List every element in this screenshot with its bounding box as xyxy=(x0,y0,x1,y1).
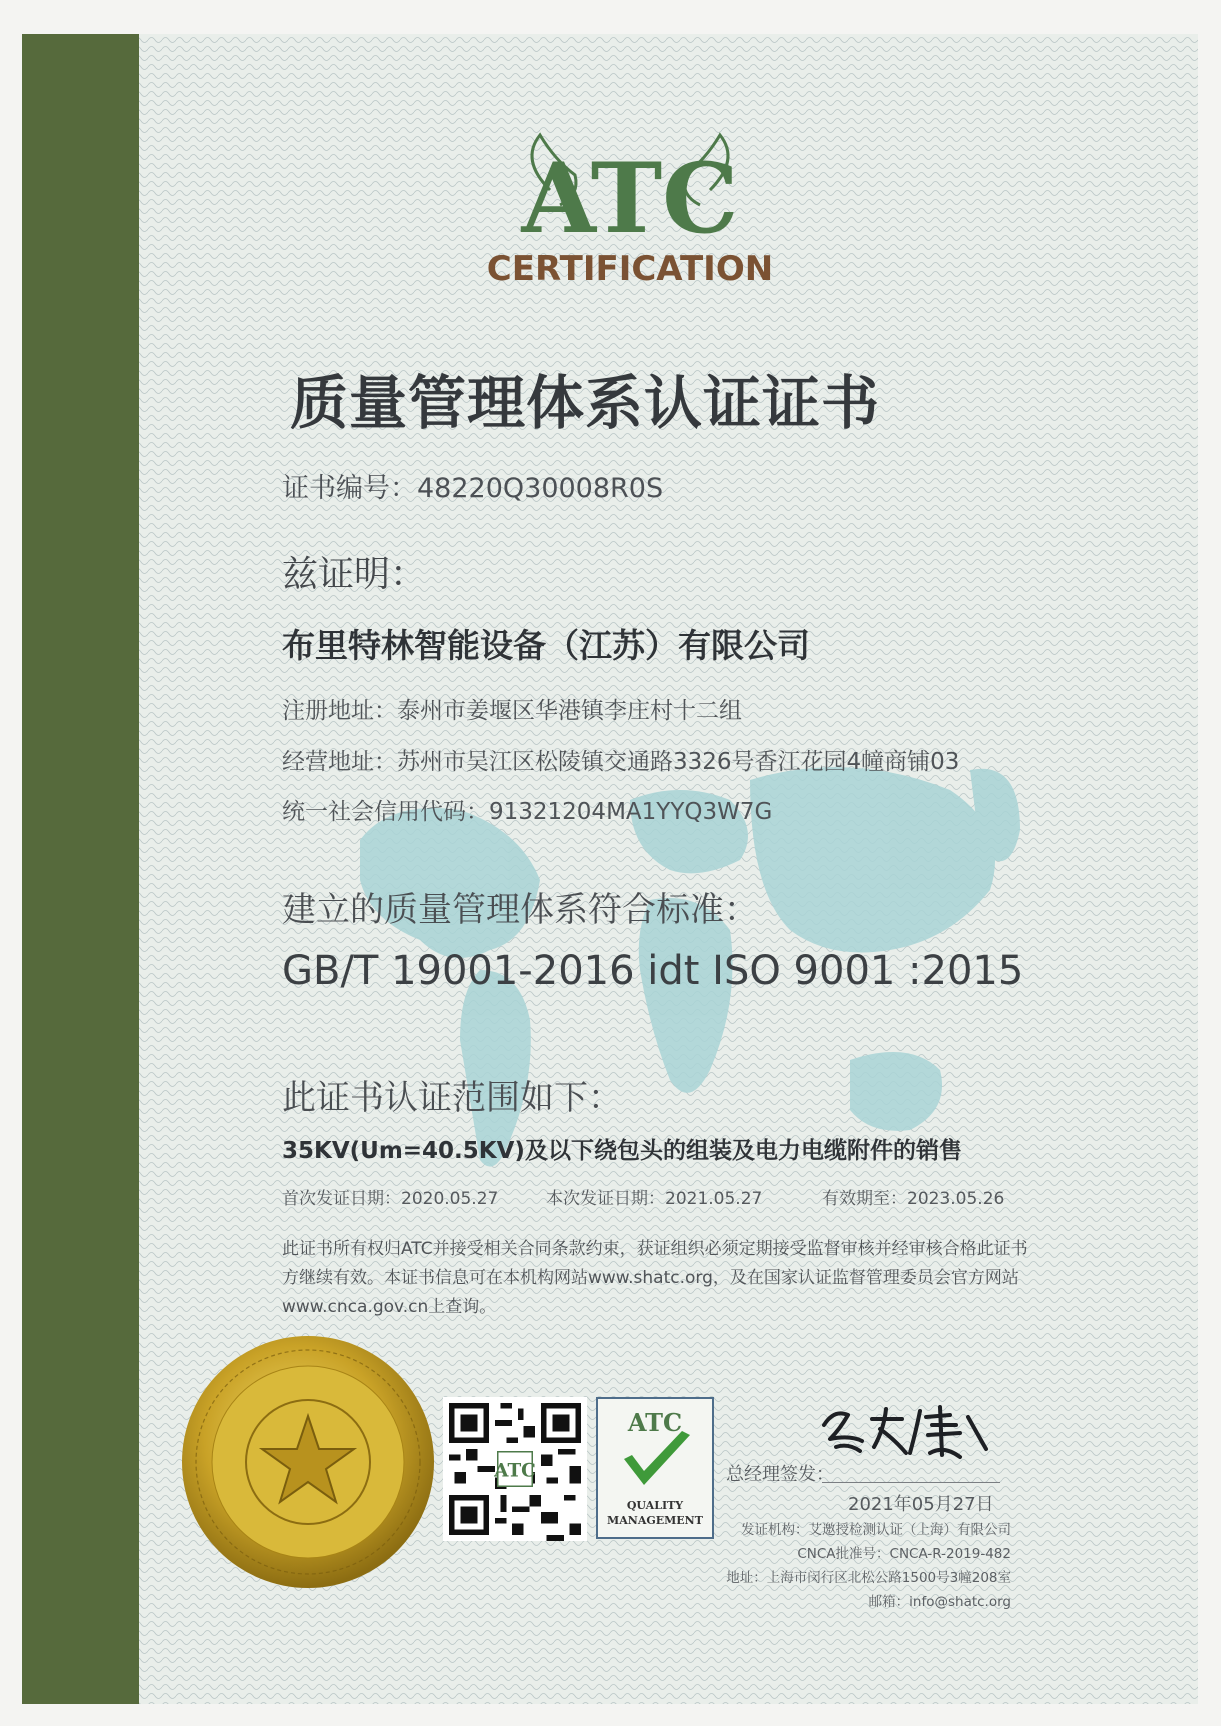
issuer-approval: CNCA批准号：CNCA-R-2019-482 xyxy=(797,1546,1011,1562)
gold-seal-icon xyxy=(178,1332,438,1592)
current-issue-date: 本次发证日期：2021.05.27 xyxy=(546,1189,763,1209)
signature-line xyxy=(822,1482,1000,1483)
signature-date: 2021年05月27日 xyxy=(848,1494,994,1515)
attest-label: 兹证明： xyxy=(282,554,427,595)
standard: GB/T 19001-2016 idt ISO 9001 :2015 xyxy=(282,948,1024,994)
scope-label: 此证书认证范围如下： xyxy=(282,1078,622,1118)
handwritten-signature xyxy=(810,1395,1000,1465)
standard-label: 建立的质量管理体系符合标准： xyxy=(282,890,758,930)
quality-management-badge xyxy=(596,1397,714,1539)
logo-monogram: ATC xyxy=(521,142,739,255)
credit-code: 统一社会信用代码：91321204MA1YYQ3W7G xyxy=(282,799,773,825)
certificate-number: 证书编号：48220Q30008R0S xyxy=(282,473,664,504)
atc-logo xyxy=(480,120,780,290)
signature-label: 总经理签发： xyxy=(726,1464,834,1485)
first-issue-date: 首次发证日期：2020.05.27 xyxy=(282,1189,499,1209)
issuer-org: 发证机构：艾邀授检测认证（上海）有限公司 xyxy=(741,1522,1011,1538)
badge-logo: ATC xyxy=(627,1408,683,1437)
badge-line2: MANAGEMENT xyxy=(607,1514,703,1527)
badge-line1: QUALITY xyxy=(626,1499,684,1512)
svg-text:ATC: ATC xyxy=(494,1460,536,1482)
logo-wordmark: CERTIFICATION xyxy=(486,249,774,289)
issuer-address: 地址：上海市闵行区北松公路1500号3幢208室 xyxy=(726,1570,1011,1586)
scope: 35KV(Um=40.5KV)及以下绕包头的组装及电力电缆附件的销售 xyxy=(282,1138,962,1164)
validity-notice: 此证书所有权归ATC并接受相关合同条款约束，获证组织必须定期接受监督审核并经审核合格此证书方继续有效。本证书信息可在本机构网站www.shatc.org，及在国家认证监督管理委员会官方网站www.cnca.gov.cn上查询。 xyxy=(282,1239,1028,1317)
business-address: 经营地址：苏州市吴江区松陵镇交通路3326号香江花园4幢商铺03 xyxy=(282,749,960,775)
qr-code-icon[interactable] xyxy=(443,1397,587,1541)
registered-address: 注册地址：泰州市姜堰区华港镇李庄村十二组 xyxy=(282,698,742,724)
certificate-title: 质量管理体系认证证书 xyxy=(290,369,881,437)
issuer-email: 邮箱：info@shatc.org xyxy=(868,1594,1011,1610)
company-name: 布里特林智能设备（江苏）有限公司 xyxy=(282,626,810,665)
valid-until-date: 有效期至：2023.05.26 xyxy=(822,1189,1005,1209)
side-bar xyxy=(22,34,139,1704)
